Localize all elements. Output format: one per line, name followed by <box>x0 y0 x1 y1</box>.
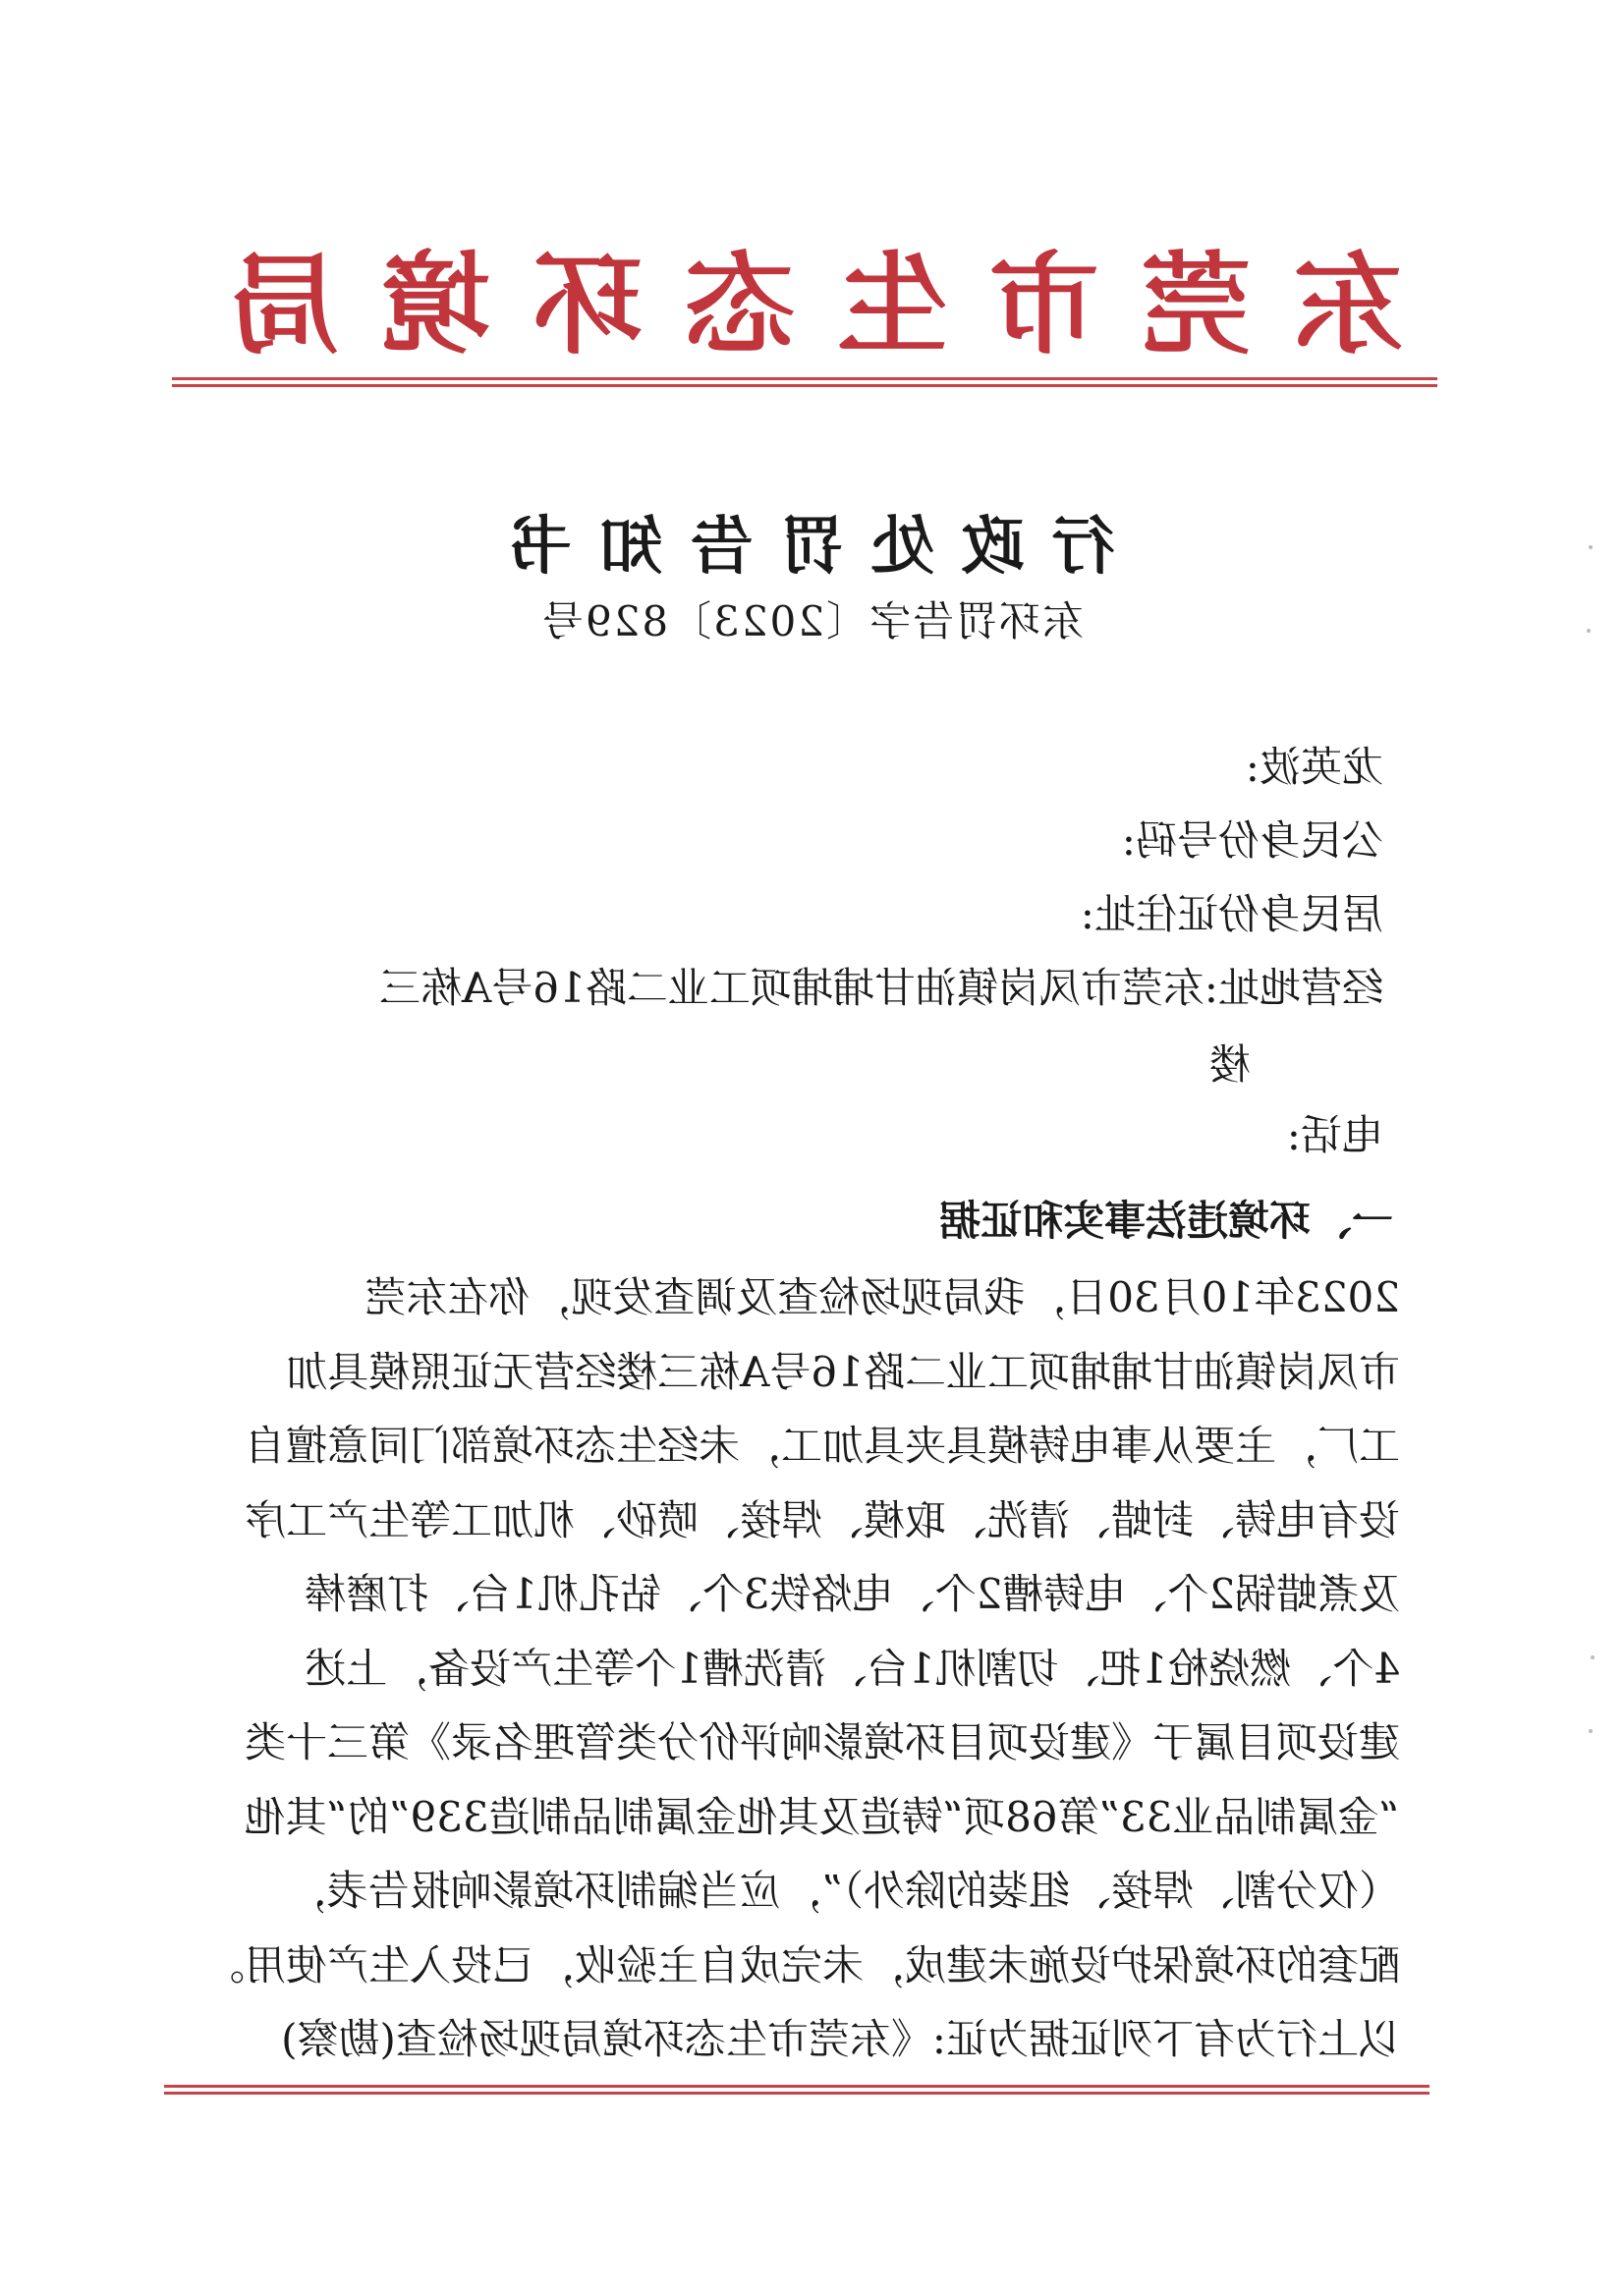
bottom-divider <box>164 2085 1429 2095</box>
phone-label: 电话: <box>1286 1111 1383 1159</box>
body-line: 及煮蜡锅2个、电铸槽2个、电烙铁3个、钻孔机1台、打磨棒 <box>305 1570 1400 1618</box>
masthead-char: 市 <box>988 241 1099 369</box>
masthead-char: 莞 <box>1141 241 1252 369</box>
body-line: 建设项目属于《建设项目环境影响评价分类管理名录》第三十类 <box>244 1718 1400 1766</box>
body-line: 4个、燃烧枪1把、切割机1台、清洗槽1个等生产设备，上述 <box>305 1644 1400 1693</box>
section-body <box>192 1260 1400 2077</box>
recipient-name: 龙英波: <box>1245 743 1383 791</box>
top-divider <box>172 377 1437 387</box>
body-line: 配套的环境保护设施未建成，未完成自主验收，已投入生产使用。 <box>202 1940 1400 1989</box>
business-address <box>379 964 1383 1089</box>
body-line: 以上行为有下列证据为证:《东莞市生态环境局现场检查(勘察) <box>281 2015 1400 2063</box>
body-line: 2023年10月30日，我局现场检查及调查发现，你在东莞 <box>364 1273 1400 1321</box>
masthead-char: 生 <box>836 241 947 369</box>
document-title: 行政处罚告知书 <box>481 510 1115 584</box>
masthead-char: 环 <box>532 241 644 369</box>
masthead-char: 东 <box>1293 241 1403 369</box>
scan-speck <box>1589 545 1593 549</box>
business-address-label: 经营地址: <box>1204 964 1383 1012</box>
body-line: （仅分割、焊接、组装的除外）”，应当编制环境影响报告表， <box>285 1867 1400 1915</box>
body-line: “金属制品业33”第68项“铸造及其他金属制品制造339”的“其他 <box>244 1792 1400 1841</box>
body-line: 设有电铸、封蜡、清洗、取模、焊接、喷砂、机加工等生产工序 <box>244 1495 1400 1544</box>
scan-speck <box>1589 1729 1593 1733</box>
body-line: 市凤岗镇油甘埔埔项工业二路16号A栋三楼经营无证照模具加 <box>286 1347 1400 1396</box>
id-address-label: 居民身份证住址: <box>1080 890 1383 938</box>
masthead <box>229 241 1403 369</box>
body-line: 工厂，主要从事电铸模具夹具加工，未经生态环境部门同意擅自 <box>244 1422 1400 1470</box>
scan-speck <box>1591 1655 1595 1659</box>
section-heading: 一、环境违法事实和证据 <box>938 1197 1393 1245</box>
business-address-value: 东莞市凤岗镇油甘埔埔项工业二路16号A栋三 <box>379 964 1204 1012</box>
masthead-char: 境 <box>380 241 491 369</box>
document-number: 东环罚告字〔2023〕829号 <box>539 597 1085 645</box>
masthead-char: 局 <box>229 241 340 369</box>
id-number-label: 公民身份号码: <box>1121 816 1383 865</box>
business-address-continuation: 楼 <box>1208 1040 1251 1089</box>
masthead-char: 态 <box>685 241 796 369</box>
scan-speck <box>1587 629 1591 633</box>
